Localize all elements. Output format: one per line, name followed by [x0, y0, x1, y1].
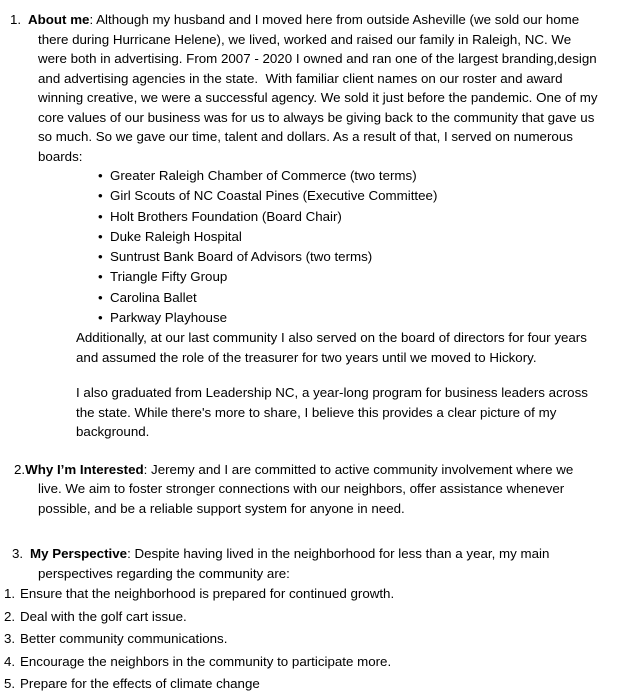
bullet-icon: • [98, 228, 103, 244]
bullet-icon: • [98, 269, 103, 285]
about-me-paragraph [10, 10, 602, 166]
bullet-icon: • [98, 168, 103, 183]
list-item [38, 186, 600, 206]
list-item [0, 607, 600, 627]
board-service-paragraph: Additionally, at our last community I also served on the board of directors for four years and assumed the role of the treasurer for two years until we moved to Hickory. [76, 330, 591, 365]
bullet-text: Greater Raleigh Chamber of Commerce (two terms) [110, 168, 417, 183]
list-item [0, 674, 600, 693]
list-item [0, 629, 600, 649]
my-perspective-paragraph [12, 544, 600, 583]
list-item [38, 227, 600, 247]
list-number: 2. [4, 608, 16, 624]
bullet-icon: • [98, 188, 103, 204]
bullet-text: Holt Brothers Foundation (Board Chair) [110, 208, 342, 224]
perspective-text: Deal with the golf cart issue. [20, 608, 187, 624]
section-title-about-me: About me [28, 12, 90, 27]
list-item-about-me [0, 10, 600, 442]
perspective-text: Ensure that the neighborhood is prepared for continued growth. [20, 586, 395, 602]
list-number: 1. [10, 12, 22, 27]
list-item [38, 288, 600, 308]
list-item [38, 207, 600, 227]
bullet-icon: • [98, 289, 103, 305]
bullet-text: Parkway Playhouse [110, 310, 228, 326]
list-number: 2. [14, 461, 26, 477]
section-title-my-perspective: My Perspective [30, 546, 128, 562]
perspectives-numbered-list [0, 584, 600, 693]
bullet-text: Girl Scouts of NC Coastal Pines (Executive Committee) [110, 188, 438, 204]
my-perspective-text: : Despite having lived in the neighborhood for less than a year, my main perspectives regarding the community are: [38, 546, 554, 581]
list-number: 3. [4, 631, 16, 647]
list-number: 4. [4, 653, 16, 669]
why-interested-paragraph [14, 460, 600, 519]
why-interested-text: : Jeremy and I are committed to active community involvement where we live. We aim to foster stronger connections with our neighbors, offer assistance whenever possible, and be a reliable support system for anyone in need. [38, 461, 577, 516]
list-item [0, 652, 600, 672]
bullet-icon: • [98, 249, 103, 265]
bullet-icon: • [98, 208, 103, 224]
list-item [0, 584, 600, 604]
bullet-text: Duke Raleigh Hospital [110, 228, 242, 244]
bullet-text: Carolina Ballet [110, 289, 197, 305]
list-item-my-perspective [0, 544, 600, 583]
section-title-why-interested: Why I’m Interested [25, 461, 144, 477]
bullet-text: Triangle Fifty Group [110, 269, 228, 285]
bullet-text: Suntrust Bank Board of Advisors (two terms) [110, 249, 373, 265]
leadership-nc-paragraph: I also graduated from Leadership NC, a year-long program for business leaders across the state. While there's more to share, I believe this provides a clear picture of my background. [76, 385, 592, 440]
perspective-text: Encourage the neighbors in the community to participate more. [20, 653, 392, 669]
list-item [38, 267, 600, 287]
list-number: 3. [12, 546, 24, 562]
list-item [38, 308, 600, 328]
perspective-text: Prepare for the effects of climate change [20, 676, 260, 692]
list-item [38, 247, 600, 267]
bullet-icon: • [98, 310, 103, 326]
perspective-text: Better community communications. [20, 631, 228, 647]
about-me-text: : Although my husband and I moved here from outside Asheville (we sold our home there during Hurricane Helene), we lived, worked and raised our family in Raleigh, NC. We were both in advertising. From 2007 - 2020 I owned and ran one of the largest branding,design and advertising agencies in the state. With familiar client names on our roster and award winning creative, we were a successful agency. We sold it just before the pandemic. One of my core values of our business was for us to always be giving back to the community that gave us so much. So we gave our time, talent and dollars. As a result of that, I served on numerous boards: [38, 12, 602, 164]
list-item [38, 166, 600, 186]
list-number: 1. [4, 586, 16, 602]
list-item-why-interested [0, 460, 600, 519]
boards-bullet-list [38, 166, 600, 328]
list-number: 5. [4, 676, 16, 692]
